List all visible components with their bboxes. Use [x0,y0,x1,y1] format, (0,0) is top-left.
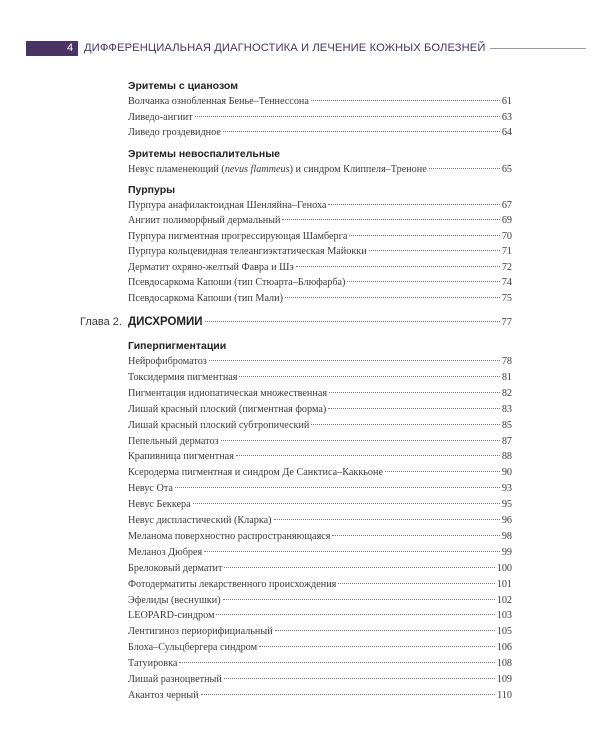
leader-dots [224,678,495,679]
toc-entry-title: Лишай красный плоский субтропический [128,419,310,431]
leader-dots [328,204,499,205]
toc-entry-page: 105 [496,626,512,638]
leader-dots [224,567,494,568]
leader-dots [201,694,495,695]
toc-entry[interactable] [128,658,512,672]
running-header [26,38,586,58]
toc-entry-page: 83 [501,403,512,415]
chapter-entry[interactable] [80,316,512,334]
header-page-number: 4 [66,41,74,54]
toc-entry[interactable] [128,356,512,370]
leader-dots [429,168,500,169]
header-color-bar [26,41,66,56]
leader-dots [311,424,499,425]
leader-dots [193,503,500,504]
toc-entry[interactable] [128,483,512,497]
toc-entry-page: 74 [501,277,512,288]
toc-entry-title: Невус Ота [128,483,173,495]
toc-entry[interactable] [128,96,512,110]
toc-entry-page: 87 [501,435,512,447]
toc-entry-title: Пигментация идиопатическая множественная [128,387,328,399]
leader-dots [385,471,500,472]
toc-entry-title: Акантоз черный [128,689,199,701]
toc-entry[interactable] [128,563,512,577]
leader-dots [209,360,500,361]
toc-entry-page: 103 [496,610,512,622]
toc-entry-page: 96 [501,515,512,526]
toc-entry-title: Брелоковый дерматит [128,562,223,574]
leader-dots [329,392,500,393]
toc-entry-page: 67 [501,200,512,211]
chapter-page: 77 [501,317,512,328]
toc-entry-title: Лишай разноцветный [128,674,222,685]
section-heading: Пурпуры [128,184,176,196]
toc-entry-title: Меланоз Дюбрея [128,546,203,558]
title-part: Невус пламенеющий ( [128,164,225,175]
leader-dots [349,235,499,236]
toc-entry[interactable] [128,626,512,640]
leader-dots [274,519,500,520]
section-heading: Эритемы с цианозом [128,80,238,92]
toc-entry[interactable] [128,404,512,418]
toc-entry[interactable] [128,293,512,307]
toc-entry-title: Ливедо-ангиит [128,112,193,123]
toc-entry-page: 102 [496,594,512,606]
toc-entry[interactable] [128,642,512,656]
leader-dots [275,630,495,631]
leader-dots [216,614,494,615]
leader-dots [296,266,500,267]
toc-entry-title: Крапивница пигментная [128,451,234,463]
toc-entry-page: 78 [501,356,512,367]
leader-dots [369,250,500,251]
toc-entry-title: Фотодерматиты лекарственного происхождения [128,578,337,590]
toc-entry-title: Псевдосаркома Капоши (тип Мали) [128,293,283,304]
toc-entry-title: Дерматит охряно-желтый Фавра и Шэ [128,262,294,273]
toc-entry[interactable] [128,674,512,688]
toc-entry-page: 95 [501,499,512,511]
toc-entry[interactable] [128,467,512,481]
toc-entry-title: Лишай красный плоский (пигментная форма) [128,403,327,415]
toc-entry-page: 90 [501,467,512,479]
toc-entry-title: Эфелиды (веснушки) [128,594,221,606]
leader-dots [175,487,500,488]
toc-entry-page: 106 [496,642,512,654]
toc-entry-title: Меланома поверхностно распространяющаяся [128,530,331,542]
leader-dots [223,131,500,132]
toc-entry-title: Волчанка ознобленная Бенье–Теннессона [128,96,309,107]
toc-entry[interactable] [128,246,512,260]
leader-dots [259,646,495,647]
toc-entry-page: 110 [497,689,512,701]
toc-entry-title: Лентигиноз периорифициальный [128,626,273,638]
toc-entry-title: Невус диспластический (Кларка) [128,515,272,526]
leader-dots [179,662,494,663]
leader-dots [285,297,500,298]
toc-entry[interactable] [128,215,512,229]
toc-entry[interactable] [128,610,512,624]
toc-entry-title: Ангиит полиморфный дермальный [128,215,281,226]
toc-entry-page: 88 [501,451,512,463]
toc-entry-page: 93 [501,483,512,495]
leader-dots [282,219,499,220]
toc-entry-page: 65 [501,164,512,175]
leader-dots [347,281,499,282]
section-heading: Эритемы невоспалительные [128,148,281,160]
toc-entry[interactable] [128,127,512,141]
toc-entry[interactable] [128,579,512,593]
leader-dots [236,455,500,456]
chapter-title: ДИСХРОМИИ [127,316,203,328]
leader-dots [205,321,500,322]
toc-entry-page: 108 [496,658,512,670]
toc-entry-page: 72 [501,262,512,273]
leader-dots [195,116,500,117]
toc-entry-page: 99 [501,546,512,558]
toc-entry-title: Пурпура пигментная прогрессирующая Шамберга [128,231,348,242]
toc-entry-page: 61 [501,96,512,107]
header-book-title: ДИФФЕРЕНЦИАЛЬНАЯ ДИАГНОСТИКА И ЛЕЧЕНИЕ КОЖНЫХ БОЛЕЗНЕЙ [84,42,486,54]
toc-entry-page: 81 [501,371,512,383]
toc-entry-page: 70 [501,231,512,242]
toc-entry-title: Пепельный дерматоз [128,435,219,447]
toc-entry[interactable] [128,372,512,386]
leader-dots [221,440,500,441]
toc-entry[interactable] [128,200,512,214]
toc-entry-page: 82 [501,387,512,399]
toc-entry[interactable] [128,277,512,291]
toc-entry-title: Невус Беккера [128,499,191,511]
toc-entry-page: 109 [496,674,512,685]
leader-dots [338,583,494,584]
toc-entry-title: Псевдосаркома Капоши (тип Стюарта–Блюфарба) [128,277,346,288]
toc-entry[interactable] [128,531,512,545]
leader-dots [223,599,495,600]
toc-entry[interactable] [128,595,512,609]
toc-entry[interactable] [128,451,512,465]
header-rule [490,48,586,49]
toc-entry[interactable] [128,231,512,245]
toc-entry-title: Блоха–Сульцбергера синдром [128,642,258,654]
toc-entry-page: 63 [501,112,512,123]
leader-dots [311,100,500,101]
toc-entry-page: 64 [501,127,512,138]
toc-entry[interactable] [128,388,512,402]
toc-entry[interactable] [128,164,512,178]
header-page-number-box [66,41,78,56]
leader-dots [328,408,500,409]
title-italic-part: nevus flammeus [224,164,290,175]
title-part: ) и синдром Клиппеля–Треноне [289,164,427,175]
toc-entry[interactable] [128,420,512,434]
toc-entry-page: 69 [501,215,512,226]
toc-entry[interactable] [128,547,512,561]
toc-entry-page: 75 [501,293,512,304]
section-heading: Гиперпигментации [128,340,227,352]
toc-entry-page: 85 [501,419,512,431]
toc-entry[interactable] [128,436,512,450]
leader-dots [239,376,499,377]
toc-entry[interactable] [128,112,512,126]
toc-entry-title [128,164,427,175]
leader-dots [204,551,500,552]
toc-entry-title: LEOPARD-синдром [128,610,215,622]
toc-entry-page: 98 [501,530,512,542]
toc-entry-page: 100 [496,562,512,574]
toc-entry-title: Токсидермия пигментная [128,371,238,383]
toc-entry-title: Ксеродерма пигментная и синдром Де Санктиса–Каккьоне [128,467,383,479]
toc-entry-page: 101 [496,578,512,590]
toc-entry-page: 71 [501,246,512,257]
toc-entry[interactable] [128,499,512,513]
toc-entry-title: Ливедо гроздевидное [128,127,221,138]
leader-dots [332,535,499,536]
toc-entry[interactable] [128,690,512,704]
toc-entry[interactable] [128,262,512,276]
toc-entry-title: Нейрофиброматоз [128,356,207,367]
toc-entry-title: Пурпура кольцевидная телеангиэктатическая Майокки [128,246,367,257]
toc-entry-title: Татуировка [128,658,178,670]
chapter-label: Глава 2. [80,316,122,328]
toc-entry-title: Пурпура анафилактоидная Шенляйна–Геноха [128,200,327,211]
toc-entry[interactable] [128,515,512,529]
